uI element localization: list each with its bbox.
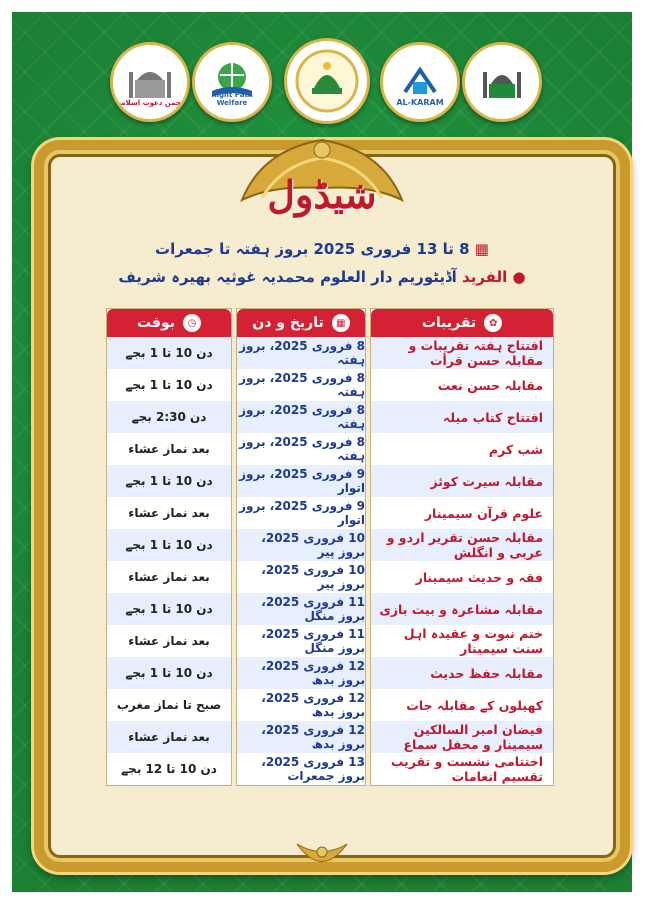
date-header-label: تاریخ و دن (252, 315, 324, 331)
time-cell: دن 10 تا 1 بجے (107, 657, 231, 689)
program-column (370, 308, 554, 786)
date-header (237, 309, 365, 337)
logo-darul-uloom (462, 42, 542, 122)
program-cell: ختم نبوت و عقیدہ اہل سنت سیمینار (371, 625, 553, 657)
calendar-icon: ▦ (332, 314, 350, 332)
time-cell: دن 10 تا 1 بجے (107, 593, 231, 625)
program-header (371, 309, 553, 337)
program-cell: علوم قرآن سیمینار (371, 497, 553, 529)
date-cell: 9 فروری 2025، بروز اتوار (237, 465, 365, 497)
time-header-label: بوقت (136, 315, 176, 331)
date-column (236, 308, 366, 786)
program-header-label: تقریبات (421, 315, 477, 331)
time-cell: دن 10 تا 1 بجے (107, 529, 231, 561)
date-cell: 12 فروری 2025، بروز بدھ (237, 689, 365, 721)
program-cell: فیضان امیر السالکین سیمینار و محفل سماع (371, 721, 553, 753)
venue-address: آڈیٹوریم دار العلوم محمدیہ غوثیہ بھیرہ شریف (118, 268, 457, 286)
page-title: شیڈول (267, 172, 377, 217)
time-cell: دن 2:30 بجے (107, 401, 231, 433)
mosque-icon (125, 62, 175, 102)
logo-caption: انجمن دعوت اسلامی (114, 99, 186, 107)
time-cell: بعد نماز عشاء (107, 625, 231, 657)
logo-strip (12, 42, 632, 126)
date-cell: 10 فروری 2025، بروز پیر (237, 561, 365, 593)
dome-seal-icon (294, 48, 360, 114)
program-cell: مقابلہ حفظ حدیث (371, 657, 553, 689)
date-cell: 11 فروری 2025، بروز منگل (237, 625, 365, 657)
logo-al-karam (380, 42, 460, 122)
program-cell: مقابلہ سیرت کوئز (371, 465, 553, 497)
mosque-icon (477, 60, 527, 104)
date-cell: 9 فروری 2025، بروز اتوار (237, 497, 365, 529)
clock-icon: ◷ (183, 314, 201, 332)
time-header (107, 309, 231, 337)
program-cell: مقابلہ حسن نعت (371, 369, 553, 401)
date-cell: 13 فروری 2025، بروز جمعرات (237, 753, 365, 785)
logo-center-seal (284, 38, 370, 124)
time-cell: بعد نماز عشاء (107, 497, 231, 529)
poster-background (12, 12, 632, 892)
date-range-line (12, 240, 632, 258)
program-cell: مقابلہ مشاعرہ و بیت بازی (371, 593, 553, 625)
date-range-text: 8 تا 13 فروری 2025 بروز ہفتہ تا جمعرات (155, 240, 470, 258)
calendar-icon: ▦ (474, 240, 489, 258)
program-cell: شب کرم (371, 433, 553, 465)
program-cell: کھیلوں کے مقابلہ جات (371, 689, 553, 721)
date-cell: 12 فروری 2025، بروز بدھ (237, 657, 365, 689)
location-pin-icon: ● (512, 268, 526, 286)
date-cell: 8 فروری 2025، بروز ہفتہ (237, 401, 365, 433)
date-cell: 11 فروری 2025، بروز منگل (237, 593, 365, 625)
venue-line (12, 268, 632, 286)
time-cell: بعد نماز عشاء (107, 721, 231, 753)
logo-caption: AL-KARAM (396, 98, 444, 107)
program-cell: افتتاح ہفتہ تقریبات و مقابلہ حسن قرأت (371, 337, 553, 369)
program-cell: فقہ و حدیث سیمینار (371, 561, 553, 593)
logo-caption: Right Path Welfare (211, 91, 253, 107)
program-cell: افتتاح کتاب میلہ (371, 401, 553, 433)
time-cell: دن 10 تا 12 بجے (107, 753, 231, 785)
date-cell: 8 فروری 2025، بروز ہفتہ (237, 337, 365, 369)
logo-right-path (192, 42, 272, 122)
time-cell: دن 10 تا 1 بجے (107, 337, 231, 369)
date-cell: 10 فروری 2025، بروز پیر (237, 529, 365, 561)
time-cell: بعد نماز عشاء (107, 433, 231, 465)
time-cell: دن 10 تا 1 بجے (107, 369, 231, 401)
time-cell: دن 10 تا 1 بجے (107, 465, 231, 497)
date-cell: 12 فروری 2025، بروز بدھ (237, 721, 365, 753)
program-cell: اختتامی نشست و تقریب تقسیم انعامات (371, 753, 553, 785)
program-cell: مقابلہ حسن تقریر اردو و عربی و انگلش (371, 529, 553, 561)
date-cell: 8 فروری 2025، بروز ہفتہ (237, 433, 365, 465)
emblem-icon: ✿ (484, 314, 502, 332)
logo-anjuman (110, 42, 190, 122)
time-cell: صبح تا نماز مغرب (107, 689, 231, 721)
time-column (106, 308, 232, 786)
time-cell: بعد نماز عشاء (107, 561, 231, 593)
date-cell: 8 فروری 2025، بروز ہفتہ (237, 369, 365, 401)
frame-bottom-ornament (292, 834, 352, 874)
building-icon (395, 62, 445, 102)
venue-name: الفرید (462, 268, 508, 286)
